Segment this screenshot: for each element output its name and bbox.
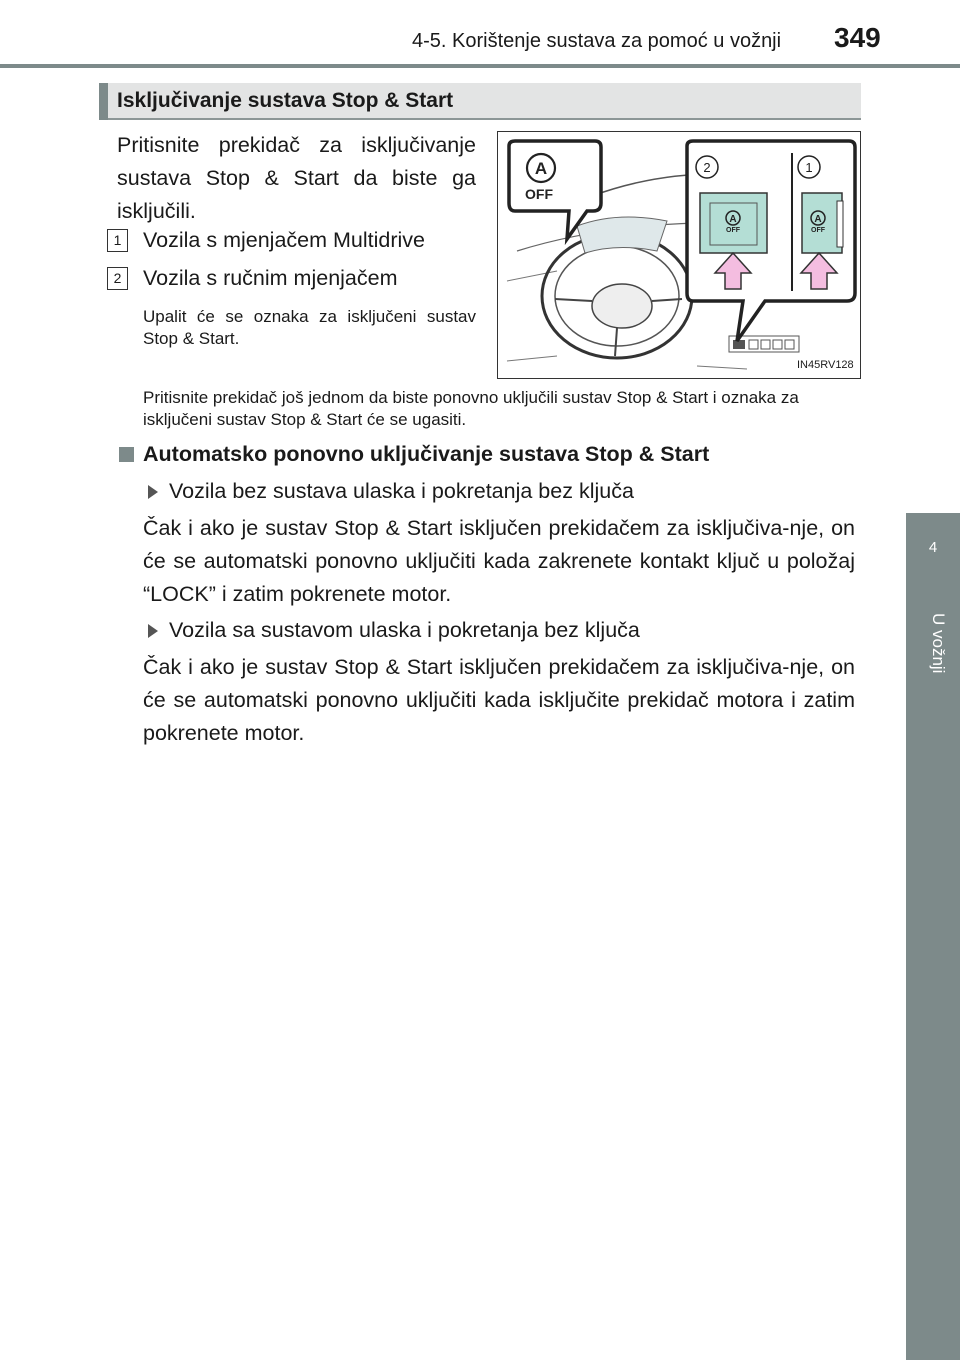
- header-rule: [0, 64, 960, 68]
- case-text-2: Čak i ako je sustav Stop & Start isključen prekidačem za isključiva-nje, on će se automatski ponovno uključiti kada isključite prekidač motora i zatim pokrenete motor.: [143, 655, 855, 745]
- reenable-note: Pritisnite prekidač još jednom da biste ponovno uključili sustav Stop & Start i oznaka za isključeni sustav Stop & Start će se ugasiti.: [143, 388, 799, 429]
- bubble-off-label: OFF: [525, 186, 553, 202]
- triangle-bullet-icon: [148, 485, 158, 499]
- intro-line-2: sustava Stop & Start da biste ga: [117, 166, 476, 190]
- square-bullet-icon: [119, 447, 134, 462]
- svg-text:A: A: [534, 159, 548, 178]
- chapter-band: [906, 597, 960, 1360]
- chapter-tab: [906, 513, 960, 597]
- switch-off-label-right: OFF: [811, 227, 825, 234]
- item-number-1: 1: [107, 229, 128, 252]
- case-text-1: Čak i ako je sustav Stop & Start isključen prekidačem za isključiva-nje, on će se automatski ponovno uključiti kada zakrenete kontakt ključ u položaj “LOCK” i zatim pokrenete motor.: [143, 516, 855, 606]
- header-title: 4-5. Korištenje sustava za pomoć u vožnji: [412, 30, 782, 52]
- section-title: Isključivanje sustava Stop & Start: [117, 89, 454, 112]
- case-heading-2: Vozila sa sustavom ulaska i pokretanja bez ključa: [169, 618, 640, 642]
- section-title-bar: [99, 83, 861, 120]
- callout-number-2: 2: [703, 160, 711, 175]
- item-note: Upalit će se oznaka za isključeni sustav Stop & Start.: [143, 307, 476, 348]
- svg-text:A: A: [729, 214, 737, 225]
- intro-line-1: Pritisnite prekidač za isključivanje: [117, 133, 476, 157]
- subsection-title: Automatsko ponovno uključivanje sustava Stop & Start: [143, 442, 710, 466]
- chapter-label: U vožnji: [929, 613, 948, 674]
- chapter-number: 4: [928, 539, 938, 556]
- callout-number-1: 1: [805, 160, 813, 175]
- dashboard-illustration: [497, 131, 861, 379]
- figure-code: IN45RV128: [797, 359, 854, 371]
- intro-line-3: isključili.: [117, 199, 196, 223]
- svg-text:A: A: [814, 214, 822, 225]
- item-number-2: 2: [107, 267, 128, 290]
- item-label-2: Vozila s ručnim mjenjačem: [143, 266, 398, 290]
- page-number: 349: [834, 22, 881, 53]
- case-heading-1: Vozila bez sustava ulaska i pokretanja bez ključa: [169, 479, 634, 503]
- switch-off-label-left: OFF: [726, 227, 740, 234]
- item-label-1: Vozila s mjenjačem Multidrive: [143, 228, 425, 252]
- triangle-bullet-icon: [148, 624, 158, 638]
